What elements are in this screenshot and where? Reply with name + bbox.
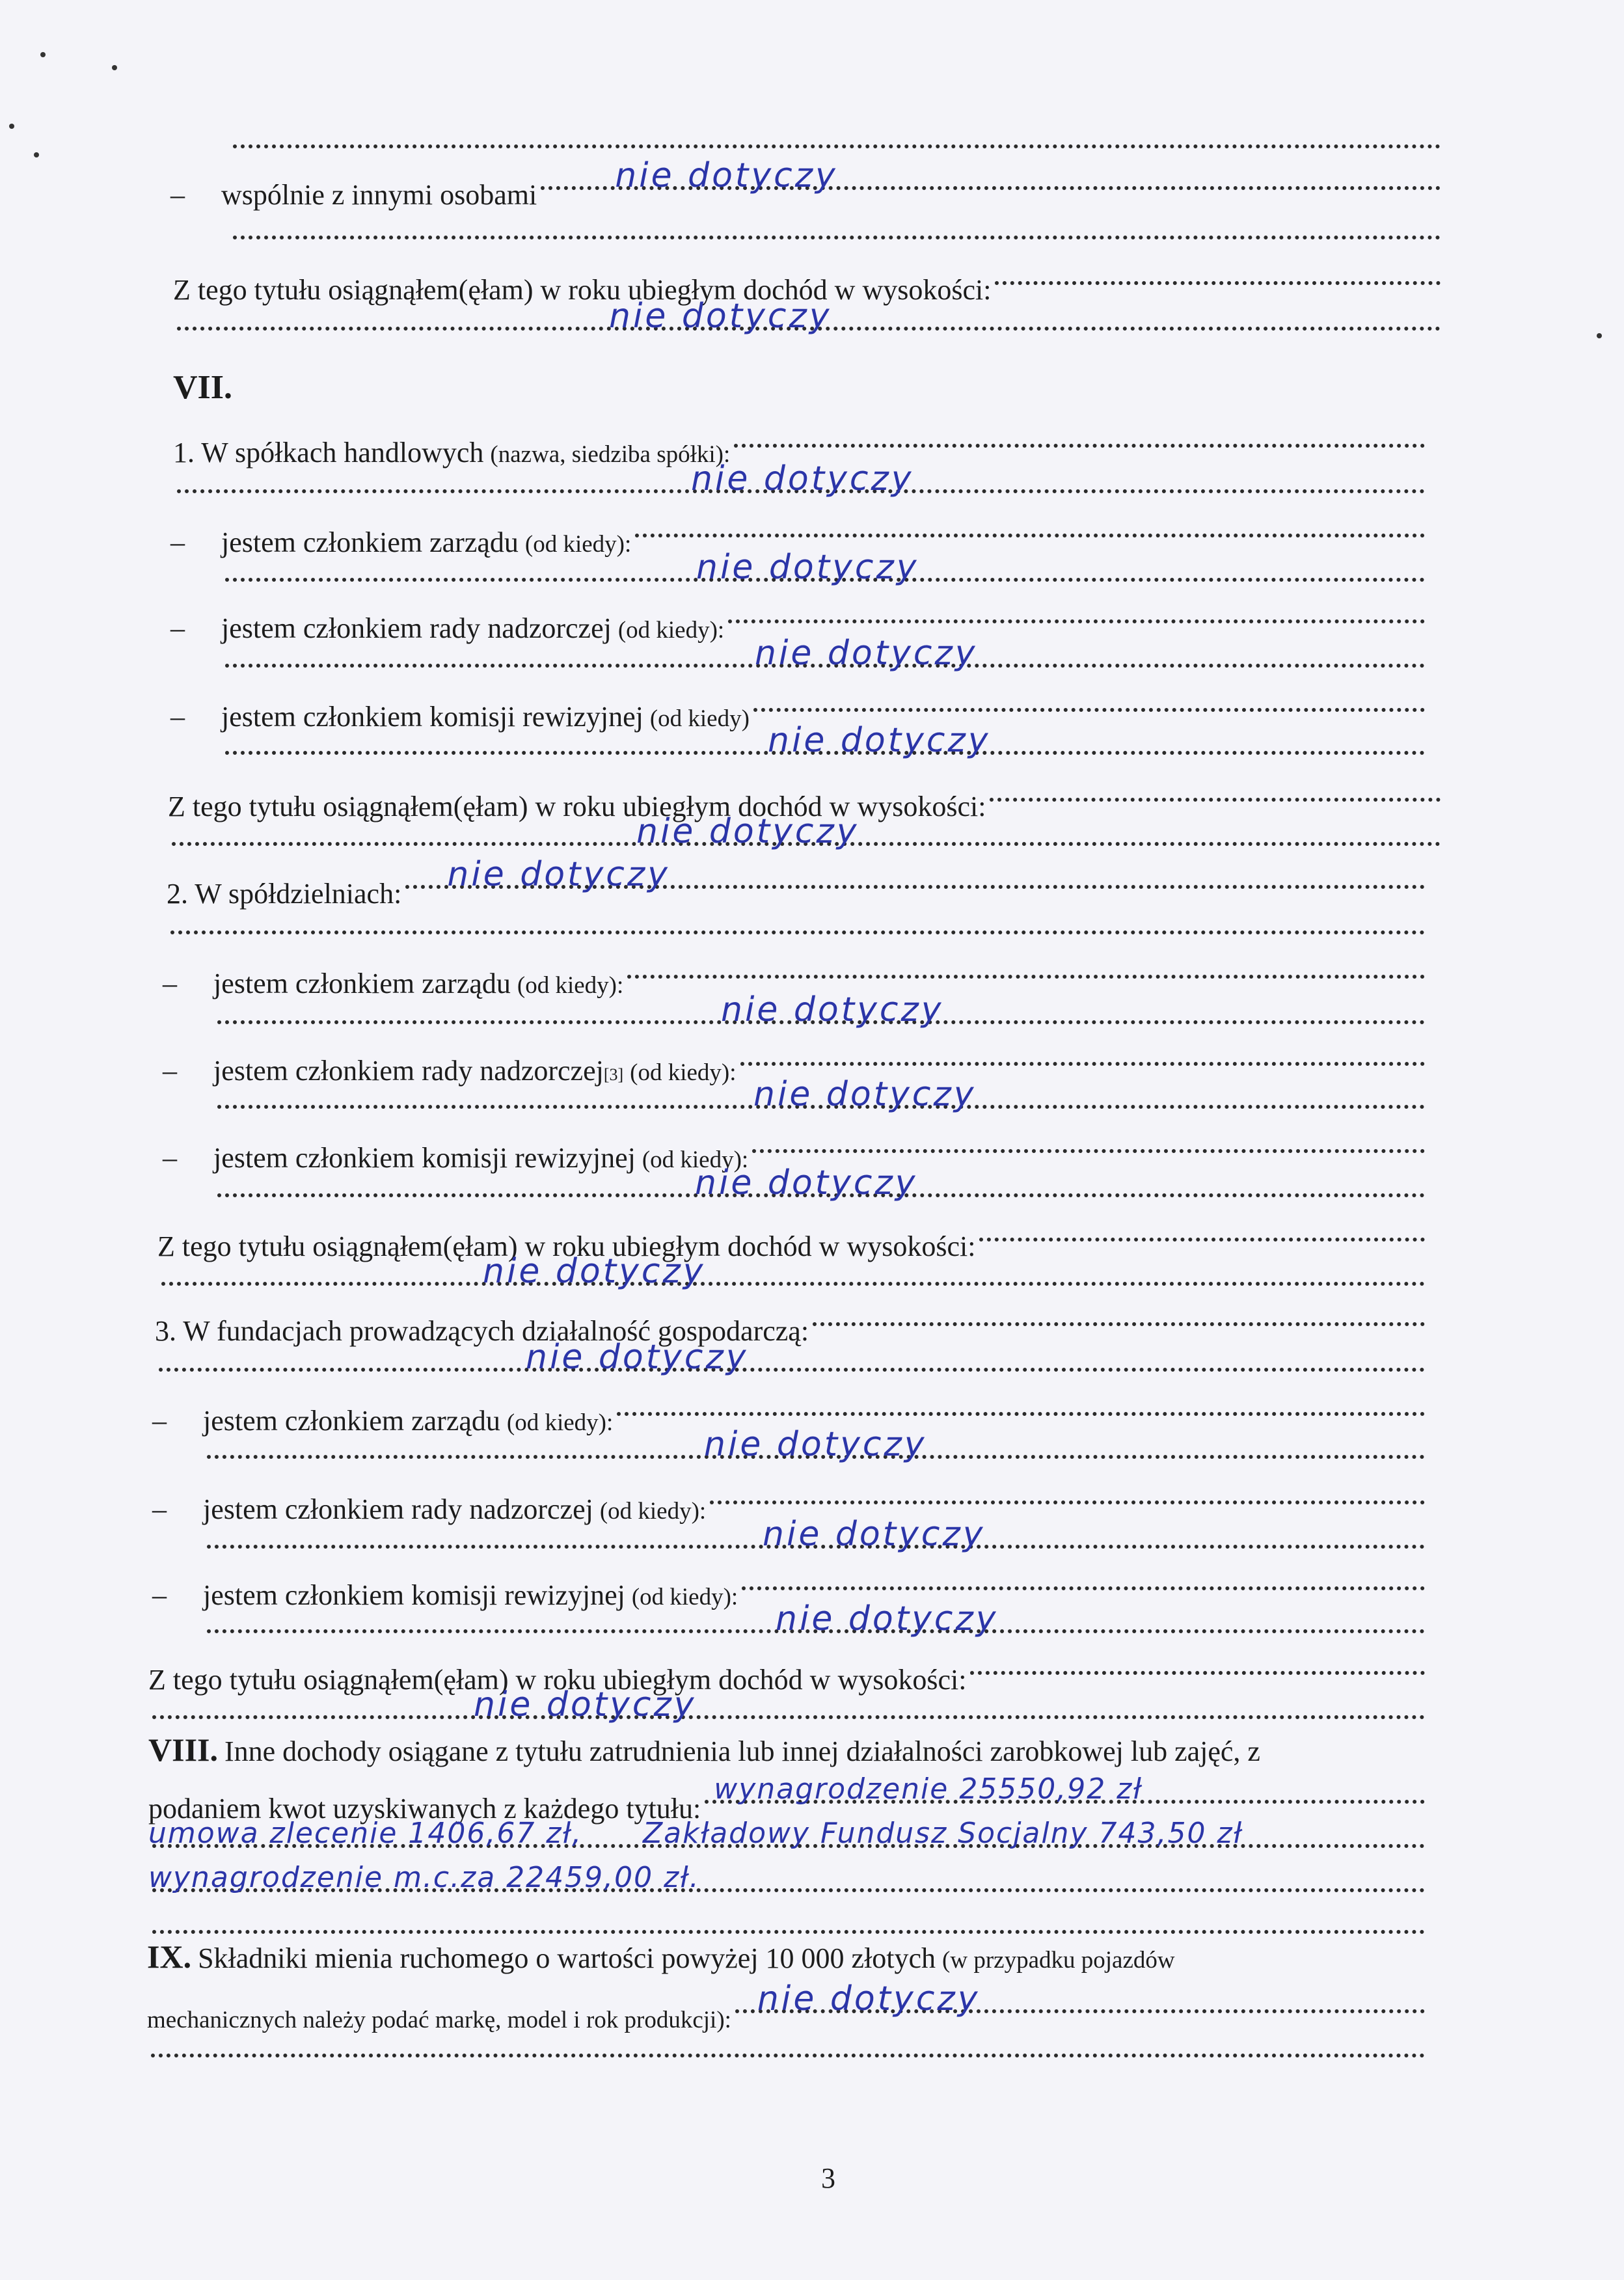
handwritten-answer: nie dotyczy xyxy=(691,459,914,498)
q2-zarzad-line: – jestem członkiem zarządu (od kiedy): xyxy=(163,940,1425,993)
q1-zarzad-line: – jestem członkiem zarządu (od kiedy): xyxy=(170,498,1425,552)
handwritten-answer: nie dotyczy xyxy=(447,855,670,894)
od-kiedy-label: (od kiedy) xyxy=(649,705,750,732)
q2-komisja-line: – jestem członkiem komisji rewizyjnej (od kiedy): xyxy=(163,1114,1425,1167)
page-number: 3 xyxy=(821,2162,835,2194)
od-kiedy-label: (od kiedy): xyxy=(524,531,632,558)
od-kiedy-label: (od kiedy): xyxy=(517,972,624,999)
rada-label: jestem członkiem rady nadzorczej xyxy=(213,1055,604,1087)
q1-komisja-answer xyxy=(221,716,1425,769)
handwritten-income: wynagrodzenie m.c.za 22459,00 zł. xyxy=(148,1861,700,1894)
handwritten-answer: nie dotyczy xyxy=(609,297,832,336)
q2-rada-line: – jestem członkiem rady nadzorczej [3] (od kiedy): xyxy=(163,1027,1425,1080)
footnote-ref: [3] xyxy=(603,1065,624,1084)
handwritten-answer: nie dotyczy xyxy=(763,1515,986,1554)
od-kiedy-label: (od kiedy): xyxy=(506,1409,614,1436)
sec9-text: Składniki mienia ruchomego o wartości powyżej 10 000 złotych xyxy=(198,1942,936,1974)
od-kiedy-label: (od kiedy): xyxy=(617,617,725,644)
q1-rada-line: – jestem członkiem rady nadzorczej (od kiedy): xyxy=(170,584,1425,638)
q3-zarzad-line: – jestem członkiem zarządu (od kiedy): xyxy=(152,1377,1425,1430)
zarzad-label: jestem członkiem zarządu xyxy=(203,1405,500,1437)
handwritten-answer: nie dotyczy xyxy=(755,634,978,673)
wspolnie-line: – wspólnie z innymi osobami nie dotyczy xyxy=(170,151,1441,204)
komisja-label: jestem członkiem komisji rewizyjnej xyxy=(203,1579,625,1611)
dochod-label: Z tego tytułu osiągnąłem(ęłam) w roku ubiegłym dochód w wysokości: xyxy=(173,274,992,306)
od-kiedy-label: (od kiedy): xyxy=(631,1584,738,1610)
dochod-label: Z tego tytułu osiągnąłem(ęłam) w roku ubiegłym dochód w wysokości: xyxy=(168,791,986,822)
sec9-line-3 xyxy=(147,2018,1425,2072)
zarzad-label: jestem członkiem zarządu xyxy=(213,968,511,999)
rada-label: jestem członkiem rady nadzorczej xyxy=(203,1493,593,1525)
od-kiedy-label: (od kiedy): xyxy=(642,1147,749,1173)
scan-speck xyxy=(34,152,39,157)
handwritten-answer: nie dotyczy xyxy=(483,1252,706,1291)
handwritten-answer: nie dotyczy xyxy=(753,1075,977,1114)
handwritten-answer: nie dotyczy xyxy=(474,1685,697,1724)
zarzad-label: jestem członkiem zarządu xyxy=(221,526,519,558)
handwritten-income: wynagrodzenie 25550,92 zł xyxy=(714,1772,1143,1806)
handwritten-answer: nie dotyczy xyxy=(636,812,859,851)
q3-label: 3. W fundacjach prowadzących działalność gospodarczą: xyxy=(155,1315,809,1347)
dochod-label: Z tego tytułu osiągnąłem(ęłam) w roku ubiegłym dochód w wysokości: xyxy=(148,1664,967,1696)
handwritten-answer: nie dotyczy xyxy=(776,1599,999,1638)
od-kiedy-label: (od kiedy): xyxy=(630,1059,737,1086)
handwritten-answer: nie dotyczy xyxy=(721,990,944,1029)
handwritten-income: umowa zlecenie 1406,67 zł, xyxy=(148,1817,583,1850)
q1-komisja-line: – jestem członkiem komisji rewizyjnej (od kiedy) xyxy=(170,673,1425,726)
sec8-text: Inne dochody osiągane z tytułu zatrudnienia lub innej działalności zarobkowej lub zajęć, z xyxy=(224,1735,1260,1767)
q3-rada-line: – jestem członkiem rady nadzorczej (od kiedy): xyxy=(152,1465,1425,1519)
section-vii-heading: VII. xyxy=(173,369,233,406)
q1-label: 1. W spółkach handlowych xyxy=(173,437,484,468)
komisja-label: jestem członkiem komisji rewizyjnej xyxy=(221,701,643,733)
handwritten-income: Zakładowy Fundusz Socjalny 743,50 zł xyxy=(643,1817,1243,1850)
scan-speck xyxy=(1597,333,1602,338)
handwritten-answer: nie dotyczy xyxy=(615,156,838,195)
sec8-text: podaniem kwot uzyskiwanych z każdego tytułu: xyxy=(148,1793,701,1825)
q3-komisja-line: – jestem członkiem komisji rewizyjnej (od kiedy): xyxy=(152,1551,1425,1605)
section-ix-heading: IX. xyxy=(147,1938,192,1975)
handwritten-answer: nie dotyczy xyxy=(757,1979,981,2018)
handwritten-answer: nie dotyczy xyxy=(526,1338,749,1377)
wspolnie-label: wspólnie z innymi osobami xyxy=(221,179,537,211)
top-dochod-answer-line xyxy=(173,292,1441,345)
section-viii-heading: VIII. xyxy=(148,1731,218,1768)
handwritten-answer: nie dotyczy xyxy=(695,1163,918,1202)
scan-speck xyxy=(40,52,46,57)
sec9-note: (w przypadku pojazdów xyxy=(942,1947,1175,1974)
handwritten-answer: nie dotyczy xyxy=(696,548,919,587)
q1-note: (nazwa, siedziba spółki): xyxy=(490,441,731,468)
scan-speck xyxy=(9,124,14,129)
scan-speck xyxy=(112,65,117,70)
komisja-label: jestem członkiem komisji rewizyjnej xyxy=(213,1142,636,1174)
handwritten-answer: nie dotyczy xyxy=(704,1425,927,1464)
dochod-label: Z tego tytułu osiągnąłem(ęłam) w roku ubiegłym dochód w wysokości: xyxy=(157,1230,976,1262)
handwritten-answer: nie dotyczy xyxy=(768,721,991,760)
rada-label: jestem członkiem rady nadzorczej xyxy=(221,612,612,644)
od-kiedy-label: (od kiedy): xyxy=(599,1498,707,1525)
sec9-note: mechanicznych należy podać markę, model i rok produkcji): xyxy=(147,2007,731,2033)
q2-label: 2. W spółdzielniach: xyxy=(167,878,402,910)
